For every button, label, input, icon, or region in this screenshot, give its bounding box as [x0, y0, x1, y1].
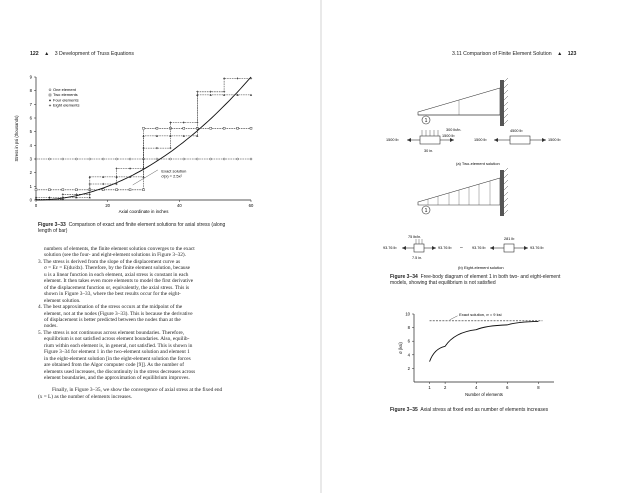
data-point: [62, 193, 64, 195]
y-tick-label: 0: [29, 197, 32, 203]
body-line: of displacement is better predicted between the nodes than at the: [44, 316, 181, 323]
element-1-label: 1: [424, 118, 428, 124]
data-point: [169, 121, 171, 123]
legend-marker: [49, 94, 51, 96]
figure-3-35-caption-label: Figure 3–35: [390, 407, 418, 413]
right-header-title: 3.11 Comparison of Finite Element Solution: [452, 51, 552, 57]
body-line: are obtained from the Algor computer code [9]]. As the number of: [44, 362, 185, 369]
y-tick-label: 2: [29, 170, 32, 176]
data-point: [183, 158, 185, 160]
figure-3-34-caption: [390, 274, 630, 286]
data-point: [116, 158, 118, 160]
data-point: [62, 158, 64, 160]
left-header-title: 3 Development of Truss Equations: [54, 51, 134, 57]
data-point: [142, 135, 144, 137]
exact-annotation-1: Exact solution: [161, 168, 187, 174]
y-tick-label: 6: [29, 115, 32, 121]
figure-3-35-caption-text: Axial stress at fixed end as number of elements increases: [420, 407, 549, 413]
x-axis-label: Number of elements: [465, 392, 503, 397]
triangle-icon: ▲: [44, 51, 50, 57]
convergence-curve: [430, 321, 539, 361]
bottom-force-3: 93.76 lb: [472, 246, 486, 250]
data-point: [102, 189, 104, 191]
bottom-force-2: 93.76 lb: [438, 246, 452, 250]
legend-entry: One element: [53, 87, 76, 92]
y-tick-label: 10: [405, 311, 410, 317]
bottom-force-5: 93.76 lb: [530, 246, 544, 250]
data-point: [237, 127, 239, 129]
data-point: [250, 127, 252, 129]
body-line: u is a linear function in each element, axial stress is constant in each: [44, 271, 189, 278]
figure-3-34-caption-text-1: Free-body diagram of element 1 in both two- and eight-element: [420, 274, 561, 280]
x-tick-label: 1: [428, 385, 431, 390]
annotation-leader: [450, 316, 458, 320]
body-line: element solution.: [44, 297, 81, 304]
data-point: [62, 189, 64, 191]
x-tick-label: 8: [537, 385, 540, 390]
y-tick-label: 8: [29, 88, 32, 94]
data-point: [75, 158, 77, 160]
data-point: [237, 158, 239, 160]
data-point: [48, 189, 50, 191]
body-line: solution (see the four- and eight-element solutions in Figure 3–32).: [44, 252, 186, 259]
dash-separator: –: [460, 245, 463, 251]
x-tick-label: 40: [176, 203, 182, 208]
bottom-load-label: 75 lb/in.: [408, 235, 422, 239]
x-tick-label: 6: [506, 385, 509, 390]
data-point: [223, 158, 225, 160]
data-point: [210, 158, 212, 160]
data-point: [102, 158, 104, 160]
body-line: element, not at the nodes (Figure 3–33). This is because the derivative: [44, 310, 193, 317]
right-running-header: [452, 51, 576, 57]
left-page-number: 122: [30, 51, 39, 57]
data-point: [210, 127, 212, 129]
bottom-force-4: 281 lb: [504, 237, 515, 241]
bottom-length-label: 7.5 in.: [412, 256, 423, 260]
body-line: Finally, in Figure 3–35, we show the convergence of axial stress at the fixed end: [52, 387, 223, 394]
legend-marker: [49, 99, 51, 101]
body-line: rium within each element is, in general, not satisfied. This is shown in: [44, 342, 193, 349]
fixed-wall-bottom: [500, 168, 508, 216]
figure-3-33-caption: [38, 222, 308, 234]
legend-entry: Two elements: [53, 92, 78, 98]
y-tick-label: 7: [29, 101, 32, 107]
y-tick-label: 1: [29, 183, 32, 189]
data-point: [223, 77, 225, 79]
top-load-label: 300 lb/in.: [446, 128, 462, 132]
body-line: element boundaries, and the approximation of equilibrium improves.: [44, 375, 190, 381]
eight-element-free-body: [383, 235, 544, 270]
y-tick-label: 6: [407, 338, 410, 344]
figure-3-34-caption-text-2: models, showing that equilibrium is not satisfied: [390, 280, 496, 286]
data-point: [156, 127, 158, 129]
body-line: 3. The stress is derived from the slope of the displacement curve as: [38, 258, 181, 265]
two-element-free-body: [386, 128, 560, 166]
body-line: σ = Eε = E(du/dx). Therefore, by the finite element solution, because: [44, 265, 190, 272]
y-tick-label: 4: [29, 142, 32, 148]
y-tick-label: 9: [29, 74, 32, 80]
data-point: [250, 94, 252, 96]
data-point: [102, 183, 104, 185]
figure-3-33-caption-text-2: length of bar): [38, 228, 68, 234]
data-point: [183, 121, 185, 123]
x-tick-label: 60: [248, 203, 254, 208]
data-point: [156, 158, 158, 160]
data-point: [116, 189, 118, 191]
body-line: element. It then takes even more elements to model the first derivative: [44, 278, 194, 285]
fixed-wall-top: [500, 78, 508, 126]
data-point: [196, 91, 198, 93]
two-element-bar: [418, 88, 500, 115]
data-point: [236, 77, 238, 79]
body-line: 4. The best approximation of the stress occurs at the midpoint of the: [38, 304, 183, 311]
x-tick-label: 0: [34, 203, 38, 208]
data-point: [129, 158, 131, 160]
data-point: [223, 91, 225, 93]
data-point: [250, 158, 252, 160]
element-1-label-bottom: 1: [424, 208, 428, 214]
figure-3-35-chart: [322, 300, 638, 410]
figure-3-35-caption: [390, 407, 635, 413]
data-point: [48, 158, 50, 160]
data-point: [169, 147, 171, 149]
element-1-marker-bottom: [422, 206, 430, 214]
figure-3-33-caption-text-1: Comparison of exact and finite element solutions for axial stress (along: [68, 222, 226, 228]
y-tick-label: 2: [407, 365, 410, 371]
body-line: elements used increases, the discontinuity in the stress decreases across: [44, 368, 196, 375]
left-running-header: [30, 51, 134, 57]
body-line: numbers of elements, the finite element solution converges to the exact: [44, 246, 195, 252]
y-tick-label: 4: [407, 352, 410, 358]
body-line: shown in Figure 3–33, where the best results occur for the eight-: [44, 291, 181, 298]
x-tick-label: 4: [475, 385, 478, 390]
top-force-3: 1500 lb: [474, 138, 487, 142]
data-point: [183, 127, 185, 129]
top-force-5: 1500 lb: [548, 138, 561, 142]
exact-annotation: Exact solution, σ = 9 ksi: [459, 311, 502, 317]
right-page: [322, 0, 638, 493]
body-line: equilibrium is not satisfied across element boundaries. Also, equilib-: [44, 336, 190, 343]
figure-3-34-diagram: [322, 70, 638, 280]
data-point: [156, 147, 158, 149]
series-four-elements: [35, 94, 252, 199]
body-line: in the eight-element solution [in the eight-element solution the forces: [44, 355, 191, 362]
element-1-marker-top: [422, 116, 430, 124]
data-point: [89, 183, 91, 185]
body-line: 5. The stress is not continuous across element boundaries. Therefore,: [38, 329, 185, 336]
data-point: [142, 147, 144, 149]
top-length-label: 30 in.: [424, 149, 434, 153]
x-axis-label: Axial coordinate in inches: [118, 209, 169, 214]
data-point: [129, 189, 131, 191]
top-force-2: 1500 lb: [442, 134, 455, 138]
data-point: [129, 167, 131, 169]
figure-3-34-caption-label: Figure 3–34: [390, 274, 418, 280]
data-point: [169, 158, 171, 160]
data-point: [75, 193, 77, 195]
x-tick-label: 2: [443, 385, 447, 390]
data-point: [143, 189, 145, 191]
eight-element-bar: [418, 178, 500, 205]
annotation-leader: [133, 170, 158, 185]
data-point: [75, 189, 77, 191]
legend-entry: Eight elements: [53, 102, 80, 108]
figure-3-33-chart: [0, 65, 322, 225]
legend-entry: Four elements: [53, 97, 79, 103]
y-tick-label: 8: [407, 325, 410, 331]
legend-marker: [49, 104, 51, 106]
subcaption-b: (b) Eight-element solution: [458, 265, 504, 270]
data-point: [143, 127, 145, 129]
legend-marker: [49, 89, 51, 91]
data-point: [196, 158, 198, 160]
x-tick-label: 20: [105, 203, 111, 208]
body-line: of the displacement function or, equivalently, the axial stress. This is: [44, 284, 190, 291]
y-axis-label: σ (ksi): [398, 342, 403, 354]
exact-annotation-2: σ(x) = 2.5x²: [161, 173, 183, 179]
data-point: [196, 121, 198, 123]
y-tick-label: 3: [29, 156, 32, 162]
top-force-1: 1500 lb: [386, 138, 399, 142]
body-line: nodes.: [44, 323, 58, 330]
figure-3-33-caption-label: Figure 3–33: [38, 222, 66, 228]
body-line: Figure 3–34 for element 1 in the two-element solution and element 1: [44, 349, 190, 356]
bottom-force-1: 93.76 lb: [383, 246, 397, 250]
right-page-number: 123: [567, 51, 577, 57]
y-axis-label: Stress in psi (thousands): [14, 115, 19, 162]
data-point: [210, 91, 212, 93]
data-point: [89, 158, 91, 160]
data-point: [89, 193, 91, 195]
body-line: (x = L) as the number of elements increases.: [38, 393, 133, 400]
data-point: [116, 167, 118, 169]
triangle-icon: ▲: [557, 51, 563, 57]
subcaption-a: (a) Two-element solution: [456, 161, 500, 166]
y-tick-label: 5: [29, 129, 32, 135]
top-force-4: 4500 lb: [510, 129, 523, 133]
data-point: [35, 189, 37, 191]
data-point: [223, 127, 225, 129]
